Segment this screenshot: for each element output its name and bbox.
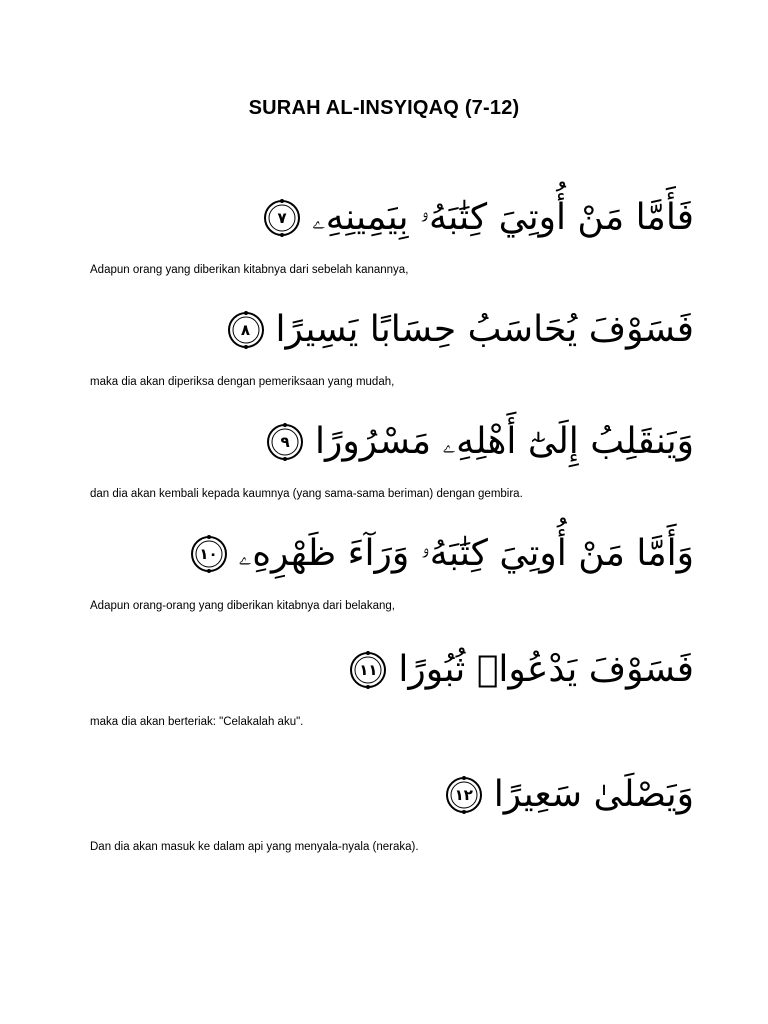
arabic-line [90, 765, 702, 825]
arabic-line [90, 412, 702, 472]
ayah-number: ١٢ [454, 786, 473, 804]
translation: Dan dia akan masuk ke dalam api yang menyala-nyala (neraka). [90, 841, 419, 853]
arabic-line [90, 524, 702, 584]
translation: maka dia akan berteriak: "Celakalah aku". [90, 716, 304, 728]
ayah-marker-icon [189, 534, 229, 574]
translation: dan dia akan kembali kepada kaumnya (yang sama-sama beriman) dengan gembira. [90, 488, 523, 500]
ayah-marker-icon [262, 198, 302, 238]
ayah-number: ٩ [280, 433, 290, 451]
translation: maka dia akan diperiksa dengan pemeriksaan yang mudah, [90, 376, 395, 388]
verse-10 [90, 524, 702, 614]
arabic-line [90, 640, 702, 700]
translation: Adapun orang yang diberikan kitabnya dari sebelah kanannya, [90, 264, 409, 276]
translation: Adapun orang-orang yang diberikan kitabnya dari belakang, [90, 600, 395, 612]
verse-12 [90, 765, 702, 855]
ayah-marker-icon [444, 775, 484, 815]
arabic-line [90, 300, 702, 360]
arabic-verse: وَأَمَّا مَنْ أُوتِيَ كِتَٰبَهُۥ وَرَآءَ ظَهْرِهِۦ [238, 533, 694, 574]
page-title: SURAH AL-INSYIQAQ (7-12) [248, 97, 520, 119]
arabic-line [90, 188, 702, 248]
verse-8 [90, 300, 702, 390]
ayah-number: ١١ [359, 661, 378, 679]
ayah-marker-icon [226, 310, 266, 350]
arabic-verse: فَسَوْفَ يَدْعُوا۟ ثُبُورًا [398, 649, 694, 690]
ayah-number: ١٠ [199, 545, 218, 563]
ayah-number: ٧ [277, 209, 287, 227]
ayah-marker-icon [265, 422, 305, 462]
arabic-verse: فَسَوْفَ يُحَاسَبُ حِسَابًا يَسِيرًا [275, 309, 694, 350]
arabic-verse: وَيَصْلَىٰ سَعِيرًا [493, 774, 694, 815]
ayah-marker-icon [348, 650, 388, 690]
verse-11 [90, 640, 702, 730]
arabic-verse: وَيَنقَلِبُ إِلَىٰٓ أَهْلِهِۦ مَسْرُورًا [315, 421, 694, 462]
verse-7 [90, 188, 702, 278]
verse-9 [90, 412, 702, 502]
ayah-number: ٨ [240, 321, 251, 339]
arabic-verse: فَأَمَّا مَنْ أُوتِيَ كِتَٰبَهُۥ بِيَمِينِهِۦ [312, 197, 694, 238]
